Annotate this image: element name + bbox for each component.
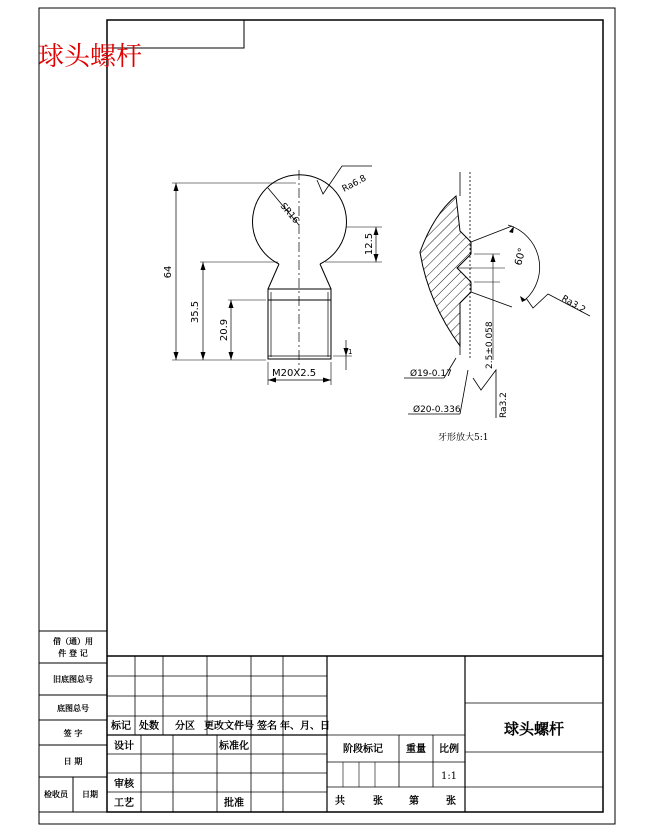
info-scale: 比例 <box>439 744 459 755</box>
header-date: 年、月、日 <box>280 721 330 732</box>
dim-thread-spec: M20X2.5 <box>272 368 317 379</box>
stamp-sign: 签 字 <box>63 728 83 738</box>
dim-height-mid: 35.5 <box>190 300 201 324</box>
dim-height-total: 64 <box>163 265 174 279</box>
footer-sheets: 张 <box>373 796 383 807</box>
stamp-inspector: 检收员 <box>44 789 68 799</box>
roughness-detail-bottom: Ra3.2 <box>499 392 509 418</box>
part-name: 球头螺杆 <box>503 720 565 738</box>
role-review: 审核 <box>114 779 134 790</box>
thread-profile-section <box>420 196 471 346</box>
roughness-main: Ra6.8 <box>340 173 369 195</box>
role-design: 设计 <box>114 741 134 752</box>
dim-sphere-radius: SR16 <box>277 201 301 226</box>
stamp-base-no: 底图总号 <box>57 703 89 713</box>
header-sign: 签名 <box>257 721 277 732</box>
dim-thread-length: 20.9 <box>219 318 230 342</box>
footer-no: 第 <box>409 796 419 807</box>
stamp-borrow: 借（通）用 <box>53 636 93 646</box>
detail-view <box>404 172 590 418</box>
info-weight: 重量 <box>406 744 426 755</box>
footer-sheet: 张 <box>446 796 456 807</box>
header-doc: 更改文件号 <box>204 721 254 732</box>
dim-minor-dia: Ø19-0.17 <box>410 369 452 379</box>
detail-scale-note: 牙形放大5:1 <box>438 433 489 443</box>
role-approve: 批准 <box>224 798 244 809</box>
header-mark: 标记 <box>111 721 131 732</box>
footer-total: 共 <box>335 796 345 807</box>
inner-frame <box>107 20 603 812</box>
role-process: 工艺 <box>114 798 134 809</box>
scale-value: 1:1 <box>440 771 458 782</box>
drawing-title-red: 球头螺杆 <box>38 42 143 72</box>
info-stage: 阶段标记 <box>343 744 383 755</box>
stamp-register: 件 登 记 <box>58 648 88 658</box>
roughness-symbol-bottom <box>473 370 496 418</box>
dim-major-dia: Ø20-0.336 <box>413 405 461 415</box>
role-standard: 标准化 <box>219 741 249 752</box>
stamp-inspect-date: 日期 <box>82 789 98 799</box>
stamp-old-base: 旧底图总号 <box>53 674 93 684</box>
left-stamp-column <box>39 631 107 812</box>
dim-chamfer: 1 <box>348 348 353 356</box>
header-count: 处数 <box>139 721 159 732</box>
dim-head-gap: 12.5 <box>364 232 375 256</box>
stamp-date: 日 期 <box>63 756 83 766</box>
roughness-detail-top: Ra3.2 <box>559 293 587 316</box>
dim-pitch: 2.5±0.058 <box>485 321 495 369</box>
dim-angle: 60° <box>513 246 529 267</box>
header-zone: 分区 <box>175 721 195 732</box>
